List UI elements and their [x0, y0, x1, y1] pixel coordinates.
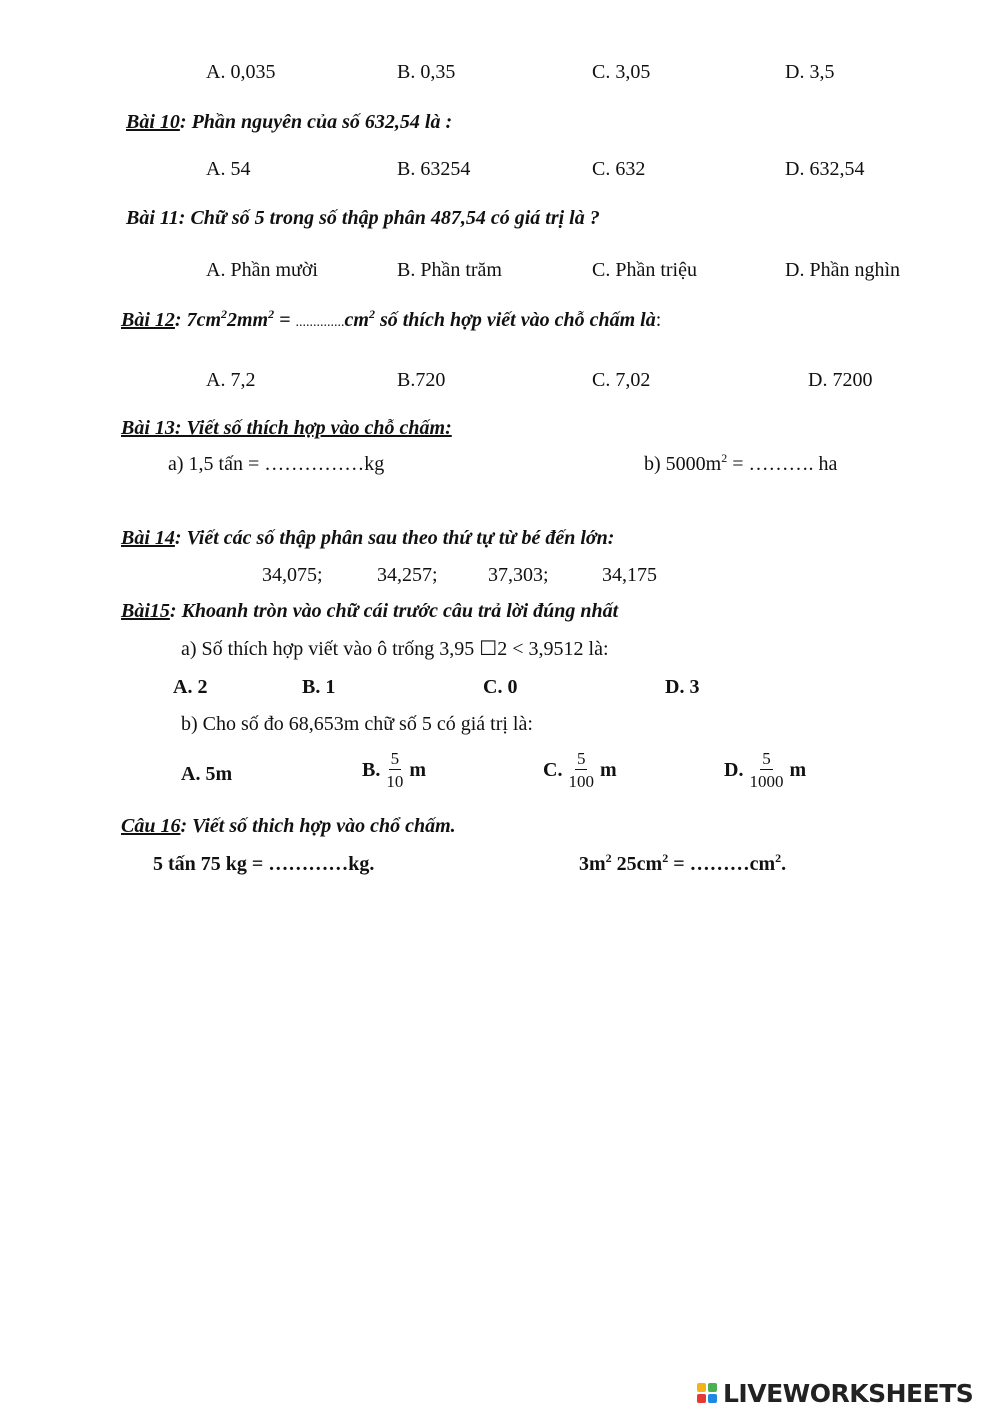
q12-blank[interactable]: .............. — [295, 315, 345, 330]
q16-left-blank[interactable]: 5 tấn 75 kg = …………kg. — [153, 853, 375, 875]
q15-b-option-b-label: B. — [362, 759, 381, 781]
q14-number: 34,175 — [602, 564, 657, 586]
q15-text: : Khoanh tròn vào chữ cái trước câu trả lời đúng nhất — [169, 600, 619, 622]
q11-option-b[interactable]: B. Phần trăm — [397, 259, 502, 281]
fraction-numerator: 5 — [390, 749, 400, 768]
q16-r-sup-1: 2 — [605, 851, 612, 865]
q12-text-1: : 7cm — [174, 309, 221, 331]
q13-b-sup: 2 — [721, 451, 728, 465]
q15-b-option-a[interactable]: A. 5m — [181, 763, 233, 785]
fraction — [384, 750, 405, 790]
q16-text: : Viết số thich hợp vào chổ chấm. — [180, 815, 456, 837]
q15-a-option-a[interactable]: A. 2 — [173, 676, 208, 698]
q12-option-a[interactable]: A. 7,2 — [206, 369, 256, 391]
q15-a-option-d[interactable]: D. 3 — [665, 676, 700, 698]
q12-sup-2: 2 — [268, 307, 275, 321]
q12-option-c[interactable]: C. 7,02 — [592, 369, 651, 391]
fraction-denominator: 100 — [568, 772, 594, 791]
q14-number: 34,257; — [377, 564, 438, 586]
q11-option-c[interactable]: C. Phần triệu — [592, 259, 697, 281]
q14-heading — [121, 528, 614, 548]
fraction-numerator: 5 — [762, 749, 771, 768]
q10-option-b[interactable]: B. 63254 — [397, 158, 471, 180]
q15-b-option-b[interactable] — [362, 750, 426, 790]
q11-heading: Bài 11: Chữ số 5 trong số thập phân 487,54 có giá trị là ? — [126, 207, 600, 229]
q12-option-b[interactable]: B.720 — [397, 369, 446, 391]
q15-heading — [121, 601, 618, 621]
logo-mark-icon — [697, 1383, 717, 1403]
q16-right-blank[interactable] — [579, 851, 787, 875]
q9-option-d[interactable]: D. 3,5 — [785, 61, 835, 83]
q10-label: Bài 10 — [126, 111, 180, 133]
q13-part-b[interactable] — [644, 451, 838, 475]
q14-number: 34,075; — [262, 564, 323, 586]
q14-text: : Viết các số thập phân sau theo thứ tự từ bé đến lớn: — [174, 527, 615, 549]
fraction — [747, 750, 785, 790]
logo-text: LIVEWORKSHEETS — [723, 1378, 974, 1408]
q15-b-option-d-label: D. — [724, 759, 744, 781]
q16-label: Câu 16 — [121, 815, 181, 837]
q16-r-sup-2: 2 — [662, 851, 669, 865]
q12-text-2: 2mm — [227, 309, 269, 331]
q13-b-text: b) 5000m — [644, 453, 722, 475]
q15-a-option-c[interactable]: C. 0 — [483, 676, 518, 698]
q10-option-c[interactable]: C. 632 — [592, 158, 646, 180]
q15-b-text: b) Cho số đo 68,653m chữ số 5 có giá trị là: — [181, 713, 533, 735]
logo-square-icon — [697, 1394, 706, 1403]
fraction-denominator: 1000 — [749, 772, 784, 791]
liveworksheets-logo — [697, 1378, 973, 1408]
q16-r-sup-3: 2 — [775, 851, 782, 865]
fraction-numerator: 5 — [576, 749, 586, 768]
unit: m — [789, 759, 807, 781]
q12-heading — [121, 307, 662, 331]
q15-label: Bài15 — [121, 600, 170, 622]
fraction — [566, 750, 596, 790]
q10-text: : Phần nguyên của số 632,54 là : — [179, 111, 453, 133]
q15-b-option-c-label: C. — [543, 759, 563, 781]
q10-heading — [126, 112, 452, 132]
q16-r-text-2: 25cm — [611, 853, 663, 875]
q13-title: Bài 13: Viết số thích hợp vào chỗ chấm: — [121, 417, 452, 439]
q16-r-text-4: . — [781, 853, 787, 875]
q14-number: 37,303; — [488, 564, 549, 586]
q9-option-c[interactable]: C. 3,05 — [592, 61, 651, 83]
q13-heading — [121, 418, 452, 438]
q15-b-option-c[interactable] — [543, 750, 617, 790]
q13-part-a[interactable]: a) 1,5 tấn = ……………kg — [168, 453, 385, 475]
fraction-denominator: 10 — [386, 772, 404, 791]
q16-r-text-3: = ………cm — [668, 853, 776, 875]
q11-option-d[interactable]: D. Phần nghìn — [785, 259, 900, 281]
q9-option-a[interactable]: A. 0,035 — [206, 61, 276, 83]
logo-square-icon — [708, 1394, 717, 1403]
unit: m — [409, 759, 427, 781]
q12-text-4: cm — [344, 309, 369, 331]
q12-sup-1: 2 — [221, 307, 227, 321]
logo-square-icon — [708, 1383, 717, 1392]
q16-r-text-1: 3m — [579, 853, 606, 875]
q10-option-a[interactable]: A. 54 — [206, 158, 251, 180]
q12-option-d[interactable]: D. 7200 — [808, 369, 873, 391]
q13-b-blank[interactable]: = ………. ha — [727, 453, 838, 475]
q11-option-a[interactable]: A. Phần mười — [206, 259, 318, 281]
q12-sup-3: 2 — [368, 307, 375, 321]
logo-square-icon — [697, 1383, 706, 1392]
q9-option-b[interactable]: B. 0,35 — [397, 61, 456, 83]
q15-a-option-b[interactable]: B. 1 — [302, 676, 336, 698]
q10-option-d[interactable]: D. 632,54 — [785, 158, 865, 180]
q12-text-5: số thích hợp viết vào chỗ chấm là — [374, 309, 656, 331]
q14-label: Bài 14 — [121, 527, 175, 549]
unit: m — [599, 759, 617, 781]
q12-colon: : — [655, 309, 662, 331]
q15-b-option-d[interactable] — [724, 750, 806, 790]
q16-heading — [121, 816, 456, 836]
q12-text-3: = — [274, 309, 296, 331]
q15-a-text: a) Số thích hợp viết vào ô trống 3,95 ☐2 < 3,9512 là: — [181, 638, 609, 660]
q12-label: Bài 12 — [121, 309, 175, 331]
